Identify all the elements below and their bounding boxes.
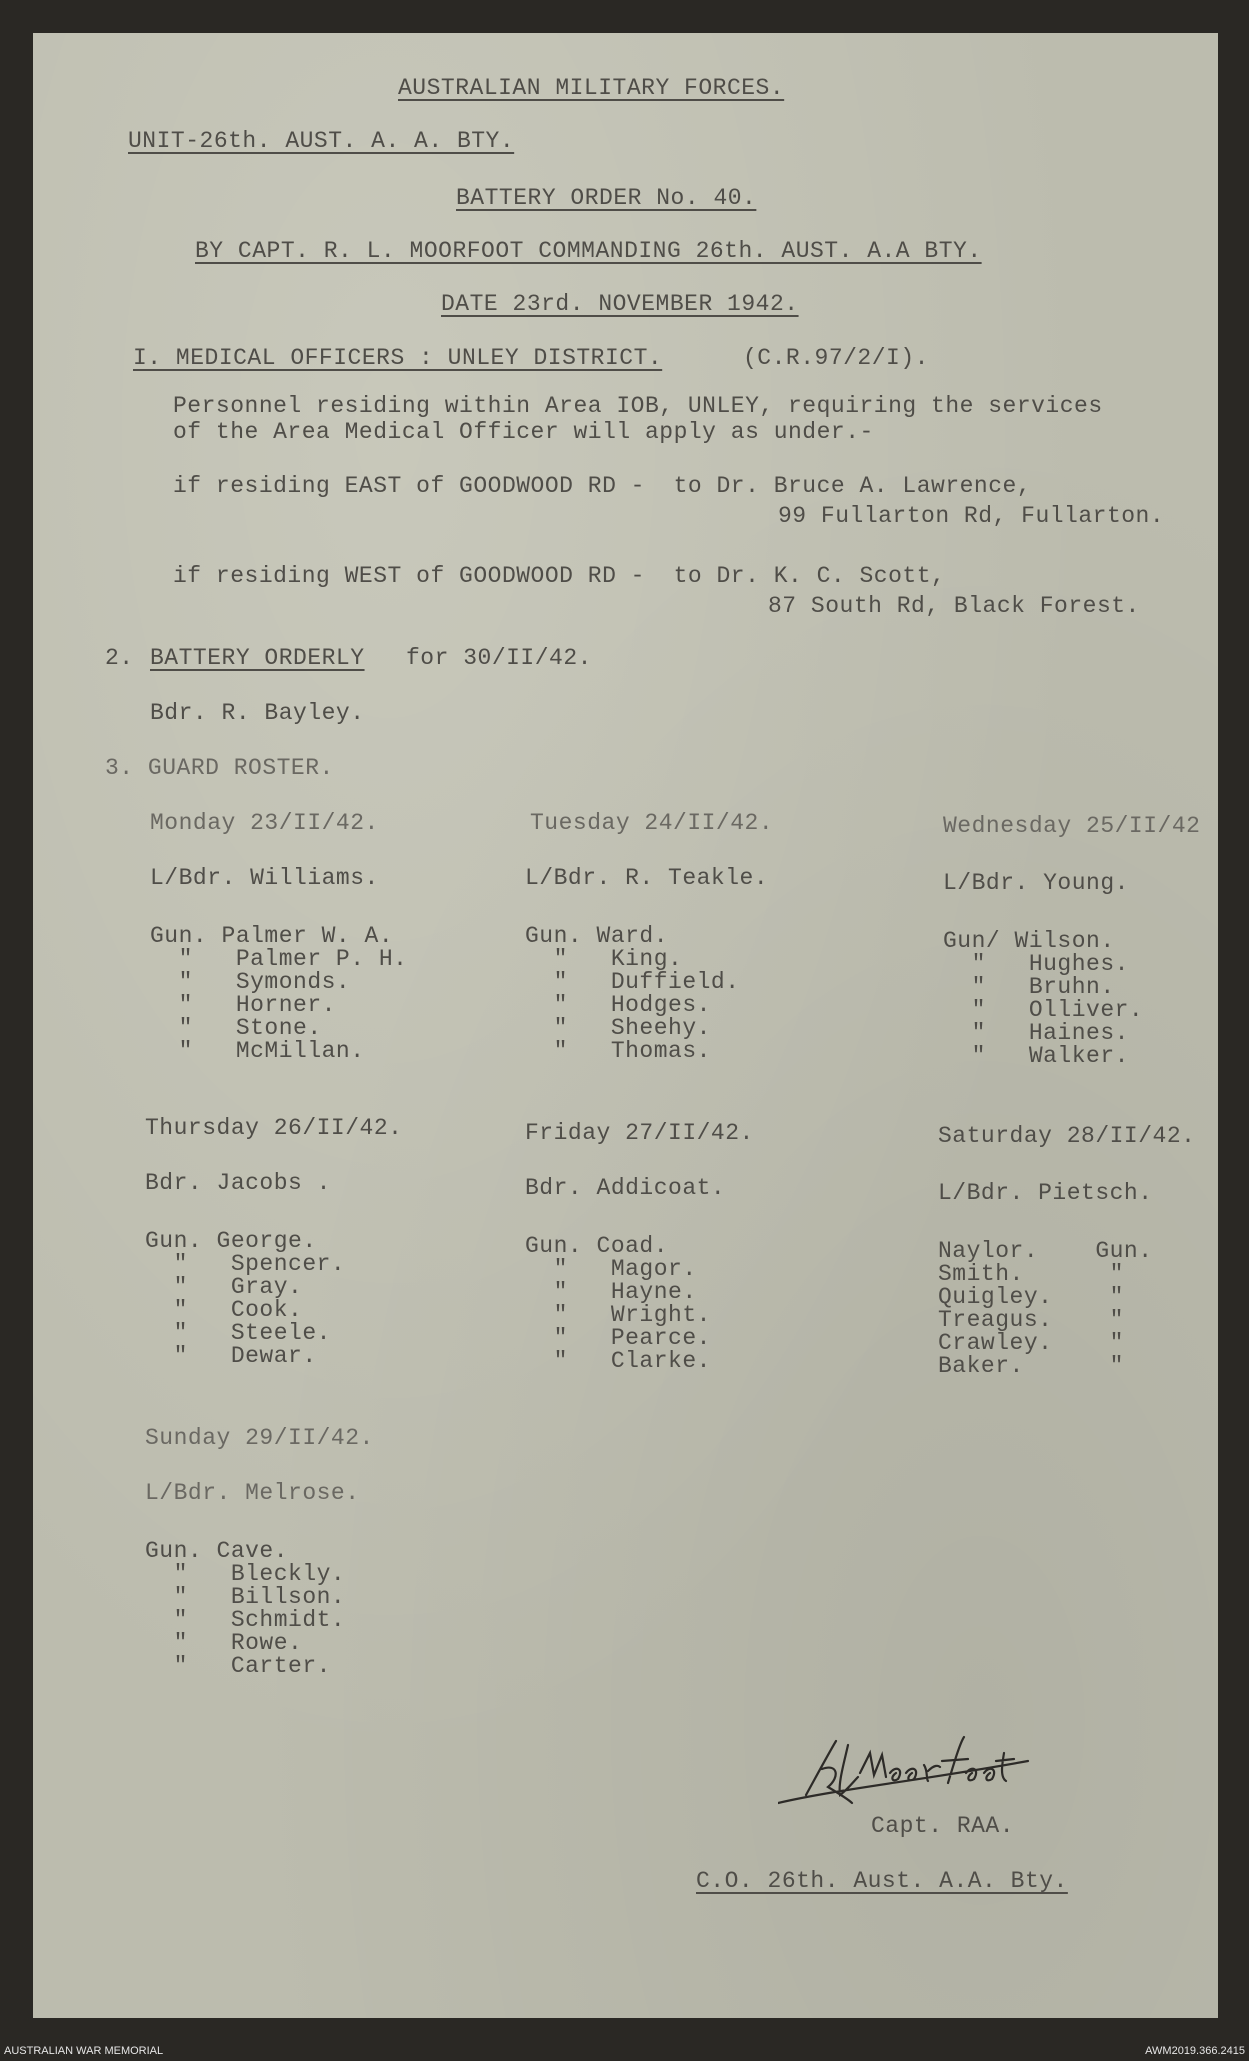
roster-line: " Palmer P. H. bbox=[150, 946, 408, 972]
handwritten-signature bbox=[778, 1733, 1038, 1813]
east-line-1: if residing EAST of GOODWOOD RD - to Dr. Bruce A. Lawrence, bbox=[173, 473, 1032, 499]
signatory-rank: Capt. RAA. bbox=[871, 1813, 1015, 1839]
section2-heading: BATTERY ORDERLY bbox=[150, 645, 365, 671]
section3-heading: 3. GUARD ROSTER. bbox=[105, 755, 334, 781]
roster-line: " Hayne. bbox=[525, 1279, 697, 1305]
date-line: DATE 23rd. NOVEMBER 1942. bbox=[441, 291, 799, 317]
roster-nco: L/Bdr. Melrose. bbox=[145, 1480, 360, 1506]
roster-line: " Clarke. bbox=[525, 1348, 711, 1374]
commanding-line: BY CAPT. R. L. MOORFOOT COMMANDING 26th. AUST. A.A BTY. bbox=[195, 238, 982, 264]
doc-title: AUSTRALIAN MILITARY FORCES. bbox=[398, 75, 785, 101]
roster-line: " Billson. bbox=[145, 1584, 346, 1610]
roster-line: " Schmidt. bbox=[145, 1607, 346, 1633]
roster-line: " Steele. bbox=[145, 1320, 331, 1346]
roster-line: " Cook. bbox=[145, 1297, 303, 1323]
roster-day: Monday 23/II/42. bbox=[150, 810, 379, 836]
roster-day: Tuesday 24/II/42. bbox=[530, 810, 774, 836]
roster-line: " McMillan. bbox=[150, 1038, 365, 1064]
roster-line: Smith. " bbox=[938, 1261, 1124, 1287]
roster-line: Gun/ Wilson. bbox=[943, 928, 1115, 954]
roster-line: " Spencer. bbox=[145, 1251, 346, 1277]
roster-line: " Dewar. bbox=[145, 1343, 317, 1369]
roster-line: Naylor. Gun. bbox=[938, 1238, 1153, 1264]
roster-line: Treagus. " bbox=[938, 1307, 1124, 1333]
roster-line: Gun. George. bbox=[145, 1228, 317, 1254]
document-page bbox=[33, 33, 1218, 2018]
roster-line: Gun. Palmer W. A. bbox=[150, 923, 394, 949]
roster-line: Gun. Cave. bbox=[145, 1538, 289, 1564]
section1-ref: (C.R.97/2/I). bbox=[743, 345, 929, 371]
east-line-2: 99 Fullarton Rd, Fullarton. bbox=[778, 503, 1165, 529]
west-line-1: if residing WEST of GOODWOOD RD - to Dr. K. C. Scott, bbox=[173, 563, 946, 589]
roster-day: Friday 27/II/42. bbox=[525, 1120, 754, 1146]
roster-line: " Olliver. bbox=[943, 997, 1144, 1023]
roster-line: " Hughes. bbox=[943, 951, 1129, 977]
roster-line: " Horner. bbox=[150, 992, 336, 1018]
orderly-name: Bdr. R. Bayley. bbox=[150, 700, 365, 726]
footer-source: AUSTRALIAN WAR MEMORIAL bbox=[4, 2045, 164, 2057]
roster-line: " Gray. bbox=[145, 1274, 303, 1300]
section2-date: for 30/II/42. bbox=[406, 645, 592, 671]
roster-nco: L/Bdr. Pietsch. bbox=[938, 1180, 1153, 1206]
unit-line: UNIT-26th. AUST. A. A. BTY. bbox=[128, 128, 515, 154]
roster-line: Gun. Coad. bbox=[525, 1233, 669, 1259]
roster-line: " Haines. bbox=[943, 1020, 1129, 1046]
roster-day: Thursday 26/II/42. bbox=[145, 1115, 403, 1141]
roster-line: " Duffield. bbox=[525, 969, 740, 995]
order-number: BATTERY ORDER No. 40. bbox=[456, 185, 757, 211]
roster-line: " Hodges. bbox=[525, 992, 711, 1018]
roster-line: Gun. Ward. bbox=[525, 923, 669, 949]
roster-line: " Symonds. bbox=[150, 969, 351, 995]
section1-para-1: Personnel residing within Area IOB, UNLEY, requiring the services bbox=[173, 393, 1103, 419]
roster-line: " Wright. bbox=[525, 1302, 711, 1328]
section2-number: 2. bbox=[105, 645, 134, 671]
roster-nco: L/Bdr. R. Teakle. bbox=[525, 865, 769, 891]
roster-line: " Walker. bbox=[943, 1043, 1129, 1069]
roster-line: " Carter. bbox=[145, 1653, 331, 1679]
roster-line: " Sheehy. bbox=[525, 1015, 711, 1041]
roster-day: Sunday 29/II/42. bbox=[145, 1425, 374, 1451]
roster-line: Baker. " bbox=[938, 1353, 1124, 1379]
roster-line: " Rowe. bbox=[145, 1630, 303, 1656]
roster-day: Wednesday 25/II/42 bbox=[943, 813, 1201, 839]
section1-para-2: of the Area Medical Officer will apply as under.- bbox=[173, 419, 874, 445]
roster-nco: L/Bdr. Young. bbox=[943, 870, 1129, 896]
roster-nco: Bdr. Jacobs . bbox=[145, 1170, 331, 1196]
roster-line: " Stone. bbox=[150, 1015, 322, 1041]
footer-accession: AWM2019.366.2415 bbox=[1145, 2045, 1245, 2057]
roster-line: " Pearce. bbox=[525, 1325, 711, 1351]
roster-line: " Magor. bbox=[525, 1256, 697, 1282]
roster-line: " Thomas. bbox=[525, 1038, 711, 1064]
west-line-2: 87 South Rd, Black Forest. bbox=[768, 593, 1140, 619]
roster-line: " Bleckly. bbox=[145, 1561, 346, 1587]
roster-line: Quigley. " bbox=[938, 1284, 1124, 1310]
section1-heading: I. MEDICAL OFFICERS : UNLEY DISTRICT. bbox=[133, 345, 663, 371]
roster-line: Crawley. " bbox=[938, 1330, 1124, 1356]
roster-day: Saturday 28/II/42. bbox=[938, 1123, 1196, 1149]
signatory-role: C.O. 26th. Aust. A.A. Bty. bbox=[696, 1868, 1068, 1894]
roster-line: " Bruhn. bbox=[943, 974, 1115, 1000]
roster-nco: L/Bdr. Williams. bbox=[150, 865, 379, 891]
roster-nco: Bdr. Addicoat. bbox=[525, 1175, 726, 1201]
roster-line: " King. bbox=[525, 946, 683, 972]
